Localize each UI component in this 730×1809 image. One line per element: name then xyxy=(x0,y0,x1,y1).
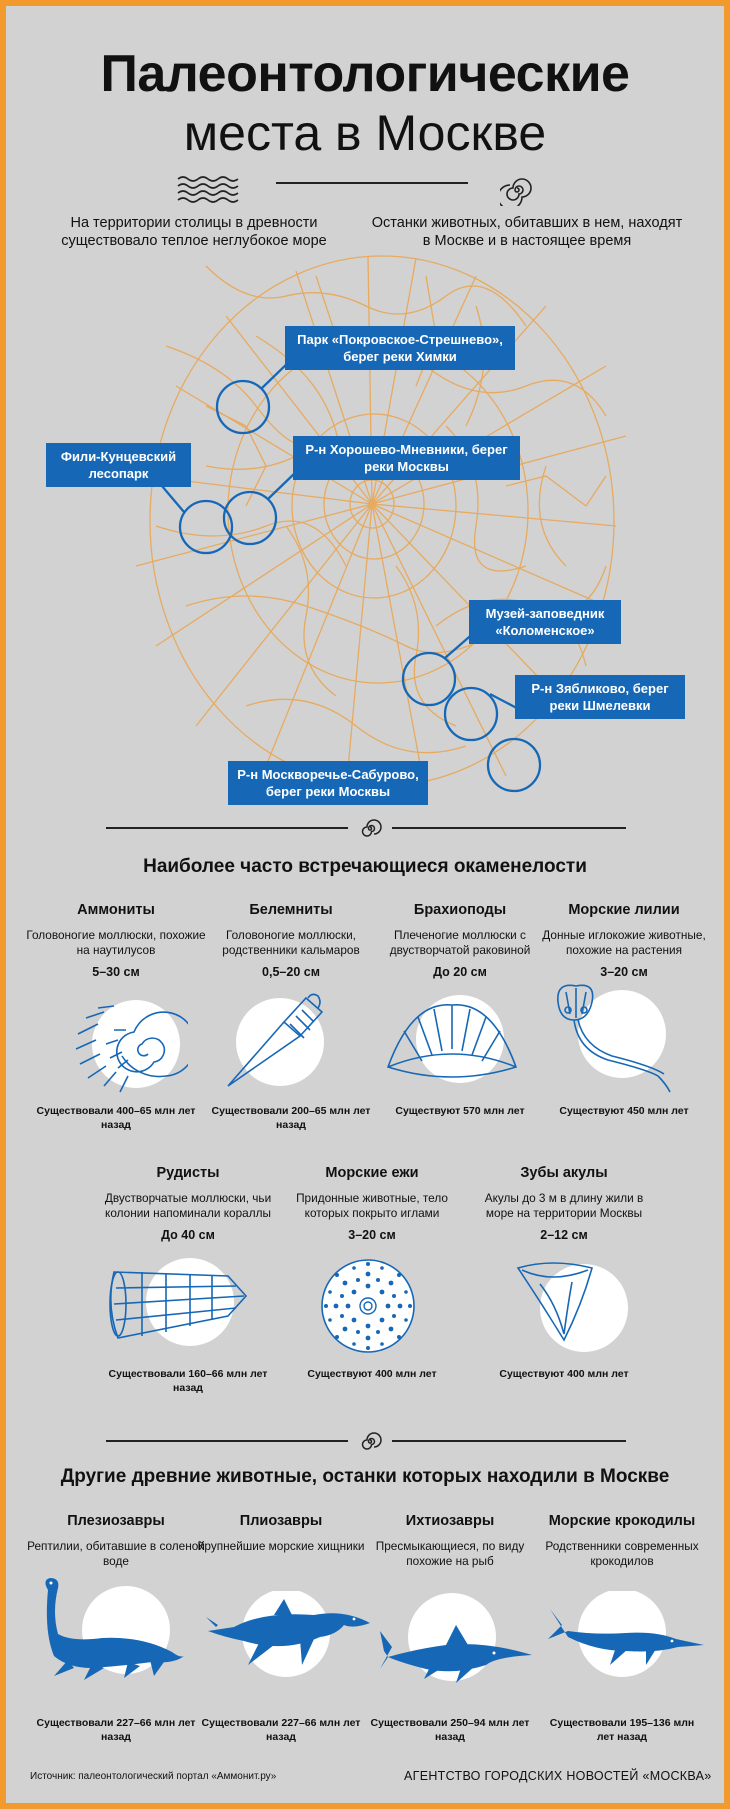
divider xyxy=(106,1440,348,1442)
fossil-size: До 40 см xyxy=(161,1228,215,1242)
animal-desc: Крупнейшие морские хищники xyxy=(197,1539,365,1553)
fossil-name: Морские ежи xyxy=(325,1165,419,1181)
fossil-name: Морские лилии xyxy=(568,902,680,918)
source-note: Источник: палеонтологический портал «Аммонит.ру» xyxy=(30,1771,277,1782)
animal-desc: Родственники современных крокодилов xyxy=(545,1539,699,1568)
fossil-existence: Существовали 400–65 млн лет назад xyxy=(36,1105,196,1131)
fossil-existence: Существуют 570 млн лет xyxy=(395,1105,525,1117)
crinoid-icon xyxy=(548,980,688,1100)
map-label-moskvorechye[interactable]: Р-н Москворечье-Сабурово, берег реки Москвы xyxy=(228,761,428,805)
fossil-size: 2–12 см xyxy=(540,1228,588,1242)
pliosaur-icon xyxy=(204,1591,374,1681)
fossil-size: 5–30 см xyxy=(92,965,140,979)
fossil-size: 3–20 см xyxy=(348,1228,396,1242)
spiral-shell-icon xyxy=(358,1429,382,1453)
animal-desc: Пресмыкающиеся, по виду похожие на рыб xyxy=(375,1539,525,1568)
plesiosaur-icon xyxy=(32,1572,192,1682)
animals-title: Другие древние животные, останки которых находили в Москве xyxy=(60,1466,670,1487)
fossil-existence: Существуют 400 млн лет xyxy=(499,1368,629,1380)
fossils-title: Наиболее часто встречающиеся окаменелости xyxy=(143,856,587,877)
animal-name: Плиозавры xyxy=(239,1513,323,1529)
infographic xyxy=(6,6,724,1803)
fossil-desc: Головоногие моллюски, похожие на наутилусов xyxy=(26,928,206,957)
divider xyxy=(106,827,348,829)
fossil-existence: Существуют 450 млн лет xyxy=(559,1105,689,1117)
fossil-desc: Донные иглокожие животные, похожие на растения xyxy=(542,928,706,957)
divider xyxy=(392,827,626,829)
fossil-desc: Акулы до 3 м в длину жили в море на территории Москвы xyxy=(484,1191,644,1220)
fossil-name: Белемниты xyxy=(249,902,333,918)
map-label-kolomenskoe[interactable]: Музей-заповедник «Коломенское» xyxy=(469,600,621,644)
animal-desc: Рептилии, обитавшие в соленой воде xyxy=(27,1539,205,1568)
ichthyosaur-icon xyxy=(376,1591,536,1691)
animal-name: Плезиозавры xyxy=(67,1513,165,1529)
spiral-shell-icon xyxy=(358,816,382,840)
fossil-desc: Двустворчатые моллюски, чьи колонии напоминали кораллы xyxy=(104,1191,272,1220)
fossil-desc: Придонные животные, тело которых покрыто иглами xyxy=(296,1191,448,1220)
map-label-zyablikovo[interactable]: Р-н Зябликово, берег реки Шмелевки xyxy=(515,675,685,719)
page-title: Палеонтологические xyxy=(100,45,630,103)
shark-tooth-icon xyxy=(512,1254,632,1354)
page-subtitle: места в Москве xyxy=(183,105,547,161)
rudist-icon xyxy=(108,1252,248,1352)
animal-name: Ихтиозавры xyxy=(405,1513,495,1529)
animal-existence: Существовали 227–66 млн лет назад xyxy=(201,1717,361,1743)
animal-existence: Существовали 227–66 млн лет назад xyxy=(36,1717,196,1743)
fossil-name: Зубы акулы xyxy=(520,1165,608,1181)
fossil-size: До 20 см xyxy=(433,965,487,979)
divider xyxy=(392,1440,626,1442)
agency-credit: АГЕНТСТВО ГОРОДСКИХ НОВОСТЕЙ «МОСКВА» xyxy=(404,1769,712,1783)
animal-existence: Существовали 195–136 млн лет назад xyxy=(549,1717,695,1743)
fossil-name: Аммониты xyxy=(77,902,155,918)
fossil-existence: Существовали 200–65 млн лет назад xyxy=(211,1105,371,1131)
map-label-fili[interactable]: Фили-Кунцевский лесопарк xyxy=(46,443,191,487)
fossil-existence: Существуют 400 млн лет xyxy=(307,1368,437,1380)
fossil-desc: Плеченогие моллюски с двустворчатой раковиной xyxy=(389,928,531,957)
animal-name: Морские крокодилы xyxy=(548,1513,696,1529)
intro-left: На территории столицы в древности существовало теплое неглубокое море xyxy=(61,215,327,249)
intro-right: Останки животных, обитавших в нем, находят в Москве и в настоящее время xyxy=(371,215,683,249)
brachiopod-icon xyxy=(382,991,522,1091)
map-label-khoroshevo[interactable]: Р-н Хорошево-Мневники, берег реки Москвы xyxy=(293,436,520,480)
fossil-name: Рудисты xyxy=(156,1165,220,1181)
sea-urchin-icon xyxy=(318,1256,418,1356)
ammonite-icon xyxy=(58,994,188,1094)
animal-existence: Существовали 250–94 млн лет назад xyxy=(370,1717,530,1743)
map-label-pokrovskoe[interactable]: Парк «Покровское-Стрешнево», берег реки Химки xyxy=(285,326,515,370)
belemnite-icon xyxy=(224,986,334,1096)
sea-crocodile-icon xyxy=(546,1591,706,1691)
fossil-existence: Существовали 160–66 млн лет назад xyxy=(108,1368,268,1394)
fossil-name: Брахиоподы xyxy=(413,902,507,918)
fossil-size: 3–20 см xyxy=(600,965,648,979)
fossil-size: 0,5–20 см xyxy=(262,965,320,979)
fossil-desc: Головоногие моллюски, родственники кальмаров xyxy=(222,928,360,957)
